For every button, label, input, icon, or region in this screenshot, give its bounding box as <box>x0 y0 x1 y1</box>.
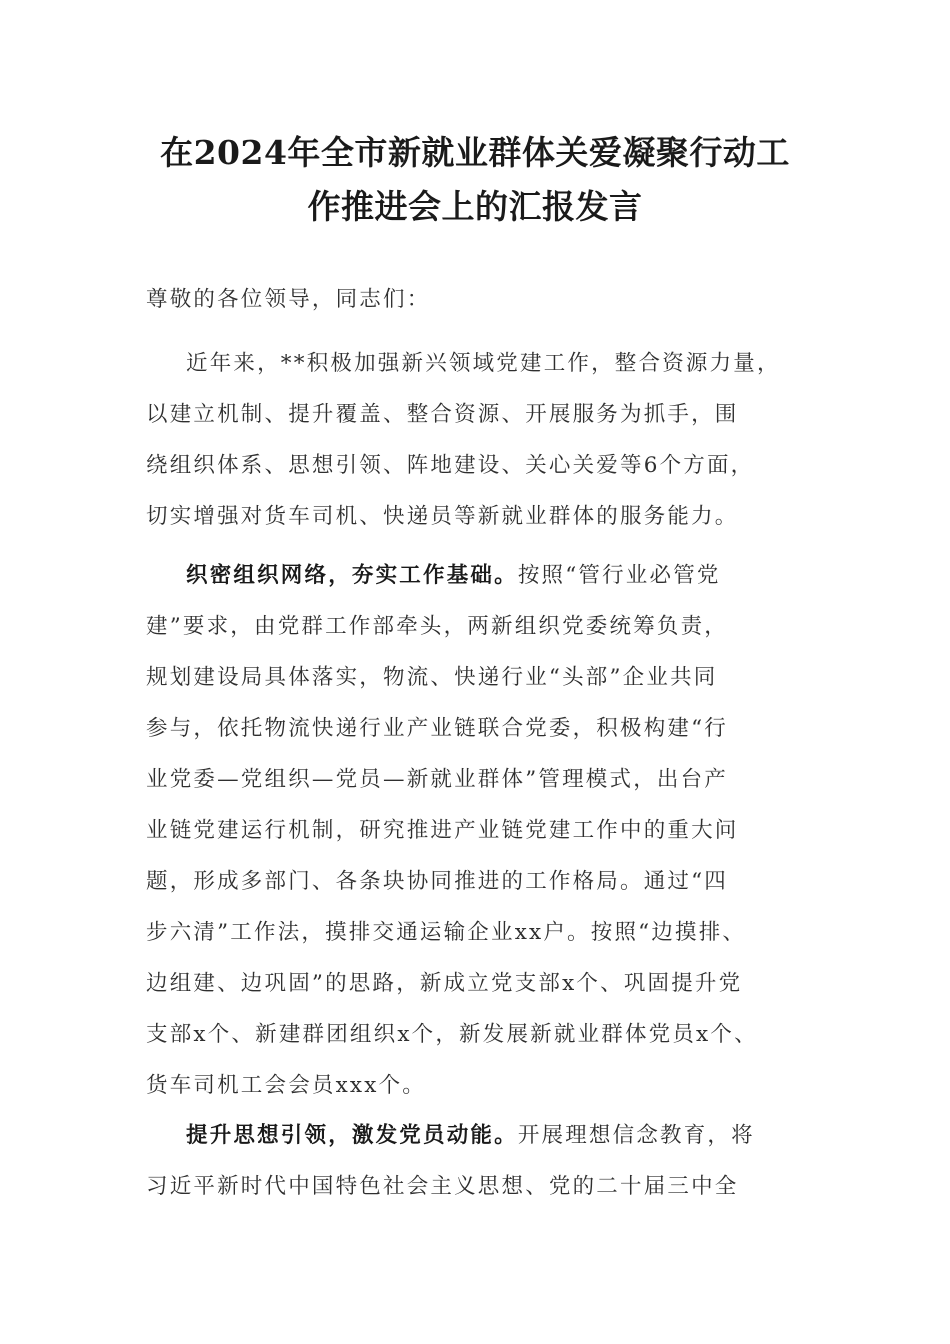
title-line-2: 作推进会上的汇报发言 <box>307 187 643 226</box>
salutation <box>146 274 826 325</box>
title-line-1: 在2024年全市新就业群体关爱凝聚行动工 <box>160 133 790 172</box>
paragraph-first-line-rest: 按照“管行业必管党 <box>517 563 721 588</box>
paragraph-line: 支部x个、新建群团组织x个，新发展新就业群体党员x个、 <box>146 1022 758 1047</box>
paragraph-line: 近年来，**积极加强新兴领域党建工作，整合资源力量， <box>186 351 781 376</box>
paragraph-line: 业党委—党组织—党员—新就业群体”管理模式，出台产 <box>146 767 728 792</box>
paragraph-line: 规划建设局具体落实，物流、快递行业“头部”企业共同 <box>146 665 718 690</box>
salutation-text: 尊敬的各位领导，同志们： <box>146 287 431 312</box>
paragraph-ideology <box>146 1110 826 1212</box>
paragraph-line: 以建立机制、提升覆盖、整合资源、开展服务为抓手，围 <box>146 402 739 427</box>
paragraph-line: 切实增强对货车司机、快递员等新就业群体的服务能力。 <box>146 504 739 529</box>
paragraph-line: 绕组织体系、思想引领、阵地建设、关心关爱等6个方面， <box>146 453 755 478</box>
paragraph-first-line <box>146 550 826 601</box>
paragraph-line: 业链党建运行机制，研究推进产业链党建工作中的重大问 <box>146 818 739 843</box>
paragraph-heading: 提升思想引领，激发党员动能。 <box>186 1123 518 1148</box>
paragraph-line: 货车司机工会会员xxx个。 <box>146 1073 426 1098</box>
paragraph-line: 建”要求，由党群工作部牵头，两新组织党委统筹负责， <box>146 614 728 639</box>
paragraph-line: 边组建、边巩固”的思路，新成立党支部x个、巩固提升党 <box>146 971 743 996</box>
paragraph-line: 习近平新时代中国特色社会主义思想、党的二十届三中全 <box>146 1174 739 1199</box>
paragraph-organization <box>146 550 826 1111</box>
document-title <box>100 126 850 234</box>
paragraph-line: 参与，依托物流快递行业产业链联合党委，积极构建“行 <box>146 716 728 741</box>
paragraph-first-line <box>146 1110 826 1161</box>
paragraph-intro <box>146 338 826 542</box>
paragraph-line: 题，形成多部门、各条块协同推进的工作格局。通过“四 <box>146 869 728 894</box>
paragraph-line: 步六清”工作法，摸排交通运输企业xx户。按照“边摸排、 <box>146 920 747 945</box>
paragraph-first-line-rest: 开展理想信念教育，将 <box>517 1123 755 1148</box>
paragraph-heading: 织密组织网络，夯实工作基础。 <box>186 563 518 588</box>
